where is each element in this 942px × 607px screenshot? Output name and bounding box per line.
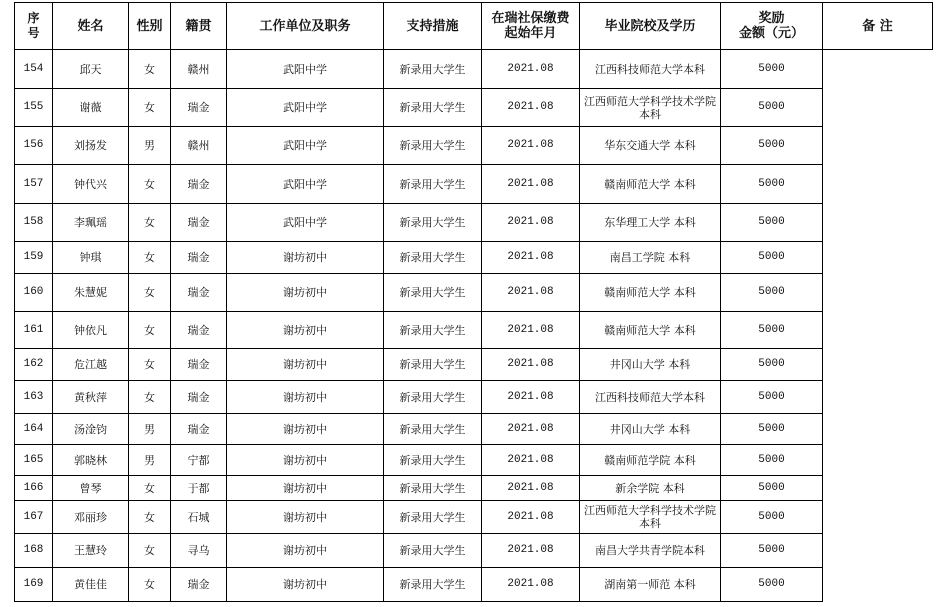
- cell-work: 谢坊初中: [227, 414, 384, 445]
- cell-support: 新录用大学生: [384, 501, 482, 534]
- cell-pay: 2021.08: [482, 165, 580, 204]
- cell-gender: 女: [129, 501, 171, 534]
- award-table: [14, 2, 933, 602]
- cell-native: 瑞金: [171, 165, 227, 204]
- table-row: [15, 165, 933, 204]
- cell-seq: 163: [15, 381, 53, 414]
- cell-seq: 164: [15, 414, 53, 445]
- cell-gender: 男: [129, 127, 171, 165]
- cell-work: 谢坊初中: [227, 312, 384, 349]
- cell-seq: 157: [15, 165, 53, 204]
- table-row: [15, 312, 933, 349]
- header-pay: 在瑞社保缴费 起始年月: [482, 3, 580, 50]
- cell-support: 新录用大学生: [384, 476, 482, 501]
- cell-gender: 男: [129, 414, 171, 445]
- header-award: 奖励 金额（元）: [721, 3, 823, 50]
- cell-support: 新录用大学生: [384, 414, 482, 445]
- cell-name: 邱天: [53, 50, 129, 89]
- cell-name: 谢薇: [53, 89, 129, 127]
- cell-gender: 女: [129, 89, 171, 127]
- cell-native: 瑞金: [171, 242, 227, 274]
- cell-note: [823, 50, 933, 602]
- cell-support: 新录用大学生: [384, 204, 482, 242]
- cell-work: 谢坊初中: [227, 534, 384, 568]
- table-row: [15, 274, 933, 312]
- cell-pay: 2021.08: [482, 312, 580, 349]
- table-row: [15, 204, 933, 242]
- cell-school: 赣南师范大学 本科: [580, 165, 721, 204]
- cell-school: 赣南师范大学 本科: [580, 274, 721, 312]
- cell-award: 5000: [721, 165, 823, 204]
- cell-seq: 155: [15, 89, 53, 127]
- cell-pay: 2021.08: [482, 476, 580, 501]
- cell-support: 新录用大学生: [384, 568, 482, 602]
- cell-gender: 女: [129, 349, 171, 381]
- award-table-sheet: [14, 2, 932, 603]
- table-row: [15, 476, 933, 501]
- header-school: 毕业院校及学历: [580, 3, 721, 50]
- cell-school: 江西科技师范大学本科: [580, 50, 721, 89]
- cell-native: 于都: [171, 476, 227, 501]
- cell-work: 武阳中学: [227, 204, 384, 242]
- cell-gender: 女: [129, 381, 171, 414]
- cell-name: 汤淦钧: [53, 414, 129, 445]
- cell-pay: 2021.08: [482, 242, 580, 274]
- cell-work: 武阳中学: [227, 50, 384, 89]
- cell-award: 5000: [721, 127, 823, 165]
- cell-name: 刘扬发: [53, 127, 129, 165]
- table-row: [15, 127, 933, 165]
- cell-school: 南昌大学共青学院本科: [580, 534, 721, 568]
- cell-pay: 2021.08: [482, 274, 580, 312]
- cell-work: 武阳中学: [227, 127, 384, 165]
- cell-school: 江西师范大学科学技术学院 本科: [580, 501, 721, 534]
- cell-native: 赣州: [171, 50, 227, 89]
- cell-gender: 男: [129, 445, 171, 476]
- cell-pay: 2021.08: [482, 414, 580, 445]
- table-row: [15, 414, 933, 445]
- cell-support: 新录用大学生: [384, 534, 482, 568]
- cell-work: 谢坊初中: [227, 476, 384, 501]
- cell-name: 钟琪: [53, 242, 129, 274]
- cell-school: 江西师范大学科学技术学院 本科: [580, 89, 721, 127]
- cell-pay: 2021.08: [482, 127, 580, 165]
- cell-native: 赣州: [171, 127, 227, 165]
- cell-name: 钟代兴: [53, 165, 129, 204]
- cell-seq: 158: [15, 204, 53, 242]
- cell-award: 5000: [721, 312, 823, 349]
- table-row: [15, 50, 933, 89]
- cell-award: 5000: [721, 414, 823, 445]
- cell-native: 宁都: [171, 445, 227, 476]
- cell-school: 东华理工大学 本科: [580, 204, 721, 242]
- header-work: 工作单位及职务: [227, 3, 384, 50]
- cell-work: 谢坊初中: [227, 501, 384, 534]
- cell-gender: 女: [129, 476, 171, 501]
- cell-award: 5000: [721, 204, 823, 242]
- cell-name: 郭晓林: [53, 445, 129, 476]
- cell-native: 瑞金: [171, 204, 227, 242]
- cell-support: 新录用大学生: [384, 445, 482, 476]
- cell-work: 武阳中学: [227, 165, 384, 204]
- cell-support: 新录用大学生: [384, 242, 482, 274]
- table-row: [15, 89, 933, 127]
- cell-school: 赣南师范学院 本科: [580, 445, 721, 476]
- cell-seq: 160: [15, 274, 53, 312]
- cell-seq: 159: [15, 242, 53, 274]
- header-gender: 性别: [129, 3, 171, 50]
- cell-seq: 166: [15, 476, 53, 501]
- cell-gender: 女: [129, 312, 171, 349]
- cell-gender: 女: [129, 274, 171, 312]
- cell-native: 瑞金: [171, 381, 227, 414]
- cell-gender: 女: [129, 50, 171, 89]
- cell-seq: 156: [15, 127, 53, 165]
- cell-name: 黄佳佳: [53, 568, 129, 602]
- cell-native: 瑞金: [171, 414, 227, 445]
- table-row: [15, 534, 933, 568]
- cell-pay: 2021.08: [482, 349, 580, 381]
- cell-work: 谢坊初中: [227, 349, 384, 381]
- cell-native: 寻乌: [171, 534, 227, 568]
- cell-award: 5000: [721, 89, 823, 127]
- header-name: 姓名: [53, 3, 129, 50]
- cell-school: 南昌工学院 本科: [580, 242, 721, 274]
- cell-work: 谢坊初中: [227, 274, 384, 312]
- cell-school: 赣南师范大学 本科: [580, 312, 721, 349]
- header-seq: 序 号: [15, 3, 53, 50]
- cell-pay: 2021.08: [482, 534, 580, 568]
- cell-support: 新录用大学生: [384, 381, 482, 414]
- cell-native: 瑞金: [171, 274, 227, 312]
- cell-support: 新录用大学生: [384, 50, 482, 89]
- header-note: 备 注: [823, 3, 933, 50]
- cell-pay: 2021.08: [482, 50, 580, 89]
- cell-support: 新录用大学生: [384, 274, 482, 312]
- cell-support: 新录用大学生: [384, 312, 482, 349]
- cell-gender: 女: [129, 568, 171, 602]
- cell-award: 5000: [721, 381, 823, 414]
- cell-school: 井冈山大学 本科: [580, 414, 721, 445]
- table-row: [15, 501, 933, 534]
- cell-native: 瑞金: [171, 568, 227, 602]
- cell-gender: 女: [129, 534, 171, 568]
- cell-support: 新录用大学生: [384, 349, 482, 381]
- cell-seq: 161: [15, 312, 53, 349]
- cell-name: 钟依凡: [53, 312, 129, 349]
- cell-gender: 女: [129, 242, 171, 274]
- cell-pay: 2021.08: [482, 381, 580, 414]
- cell-school: 井冈山大学 本科: [580, 349, 721, 381]
- cell-award: 5000: [721, 349, 823, 381]
- cell-native: 石城: [171, 501, 227, 534]
- cell-support: 新录用大学生: [384, 165, 482, 204]
- table-row: [15, 381, 933, 414]
- cell-native: 瑞金: [171, 89, 227, 127]
- cell-seq: 169: [15, 568, 53, 602]
- cell-award: 5000: [721, 568, 823, 602]
- cell-award: 5000: [721, 476, 823, 501]
- cell-pay: 2021.08: [482, 568, 580, 602]
- cell-seq: 154: [15, 50, 53, 89]
- cell-name: 王慧玲: [53, 534, 129, 568]
- cell-native: 瑞金: [171, 312, 227, 349]
- header-support: 支持措施: [384, 3, 482, 50]
- cell-name: 曾琴: [53, 476, 129, 501]
- cell-name: 危江越: [53, 349, 129, 381]
- cell-pay: 2021.08: [482, 501, 580, 534]
- cell-gender: 女: [129, 165, 171, 204]
- cell-school: 新余学院 本科: [580, 476, 721, 501]
- cell-work: 谢坊初中: [227, 381, 384, 414]
- cell-seq: 165: [15, 445, 53, 476]
- table-header-row: [15, 3, 933, 50]
- cell-seq: 162: [15, 349, 53, 381]
- cell-pay: 2021.08: [482, 445, 580, 476]
- cell-award: 5000: [721, 50, 823, 89]
- cell-seq: 167: [15, 501, 53, 534]
- cell-award: 5000: [721, 501, 823, 534]
- cell-gender: 女: [129, 204, 171, 242]
- cell-pay: 2021.08: [482, 89, 580, 127]
- header-native: 籍贯: [171, 3, 227, 50]
- table-row: [15, 349, 933, 381]
- cell-name: 朱慧妮: [53, 274, 129, 312]
- cell-pay: 2021.08: [482, 204, 580, 242]
- cell-work: 谢坊初中: [227, 568, 384, 602]
- cell-support: 新录用大学生: [384, 127, 482, 165]
- cell-award: 5000: [721, 534, 823, 568]
- cell-name: 黄秋萍: [53, 381, 129, 414]
- table-body: [15, 50, 933, 602]
- cell-award: 5000: [721, 242, 823, 274]
- cell-award: 5000: [721, 274, 823, 312]
- cell-name: 邓丽珍: [53, 501, 129, 534]
- table-row: [15, 445, 933, 476]
- cell-work: 武阳中学: [227, 89, 384, 127]
- cell-native: 瑞金: [171, 349, 227, 381]
- cell-work: 谢坊初中: [227, 445, 384, 476]
- cell-school: 湖南第一师范 本科: [580, 568, 721, 602]
- cell-work: 谢坊初中: [227, 242, 384, 274]
- table-row: [15, 242, 933, 274]
- cell-school: 华东交通大学 本科: [580, 127, 721, 165]
- table-row: [15, 568, 933, 602]
- cell-school: 江西科技师范大学本科: [580, 381, 721, 414]
- cell-seq: 168: [15, 534, 53, 568]
- cell-support: 新录用大学生: [384, 89, 482, 127]
- cell-name: 李珮瑶: [53, 204, 129, 242]
- cell-award: 5000: [721, 445, 823, 476]
